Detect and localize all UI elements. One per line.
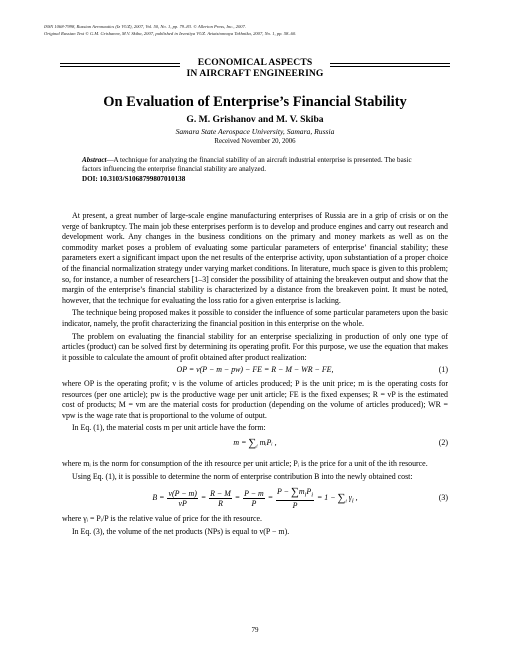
doi: DOI: 10.3103/S1068799807010138 (82, 174, 186, 183)
affiliation: Samara State Aerospace University, Samara, Russia (175, 127, 335, 136)
paragraph-norm: where mᵢ is the norm for consumption of the ith resource per unit article; Pᵢ is the price for a unit of the ith resource. (62, 459, 428, 469)
paragraph-contribution: Using Eq. (1), it is possible to determine the norm of enterprise contribution B into the newly obtained cost: (72, 471, 413, 481)
paragraph-material-costs: In Eq. (1), the material costs m per unit article have the form: (72, 423, 266, 433)
received-date: Received November 20, 2006 (214, 138, 296, 145)
equation-3-body: B = $\frac{v(P - m)}{vP}$ = $\frac{R - M}{R}$ = $\frac{P - m}{P}$ = $\frac{P - \sum m_iP_i}{P}$ = $1 - \sum_i$ $\gamma_i$ , (152, 486, 358, 510)
equation-1-number: (1) (438, 365, 448, 375)
paragraph-gamma: where γᵢ = Pᵢ/P is the relative value of price for the ith resource. (62, 514, 262, 524)
equation-1 (62, 365, 448, 376)
paragraph-intro: At present, a great number of large-scale engine manufacturing enterprises of Russia are in a grip of crisis or on the verge of bankruptcy. The main job these enterprises perform is to develop and produce engines and carry out research and development work. Any changes in the business conditions on the primary and money markets as well as on the commodity market poses a problem of evaluating some particular parameters of enterprise’ financial stability; these parameters exert a significant impact upon the net results of the enterprise activity, upon substantiation of a proper choice of the financial normalization strategy under varying market conditions. In literature, much space is given to this problem; so, for instance, a number of researchers [1–3] consider the possibility of attaining the breakeven output and show that the margin of the enterprise’s financial stability is characterized by a distance from the breakeven point. It must be noted, however, that the technique for evaluating the loss ratio for a given enterprise is lacking. (62, 211, 448, 305)
article-title: On Evaluation of Enterprise’s Financial Stability (103, 94, 407, 110)
journal-header (44, 24, 296, 37)
authors: G. M. Grishanov and M. V. Skiba (186, 114, 324, 125)
equation-2-rhs: mᵢPᵢ , (259, 437, 277, 447)
section-heading (0, 57, 510, 79)
journal-header-line1: ISSN 1068-7998, Russian Aeronautics (Iz VUZ), 2007, Vol. 50, No. 1, pp. 79–83. © Allerton Press, Inc., 2007. (44, 24, 247, 29)
article-body (62, 211, 448, 539)
paragraph-problem: The problem on evaluating the financial stability for an enterprise specializing in production of only one type of articles (product) can be solved first by determining its operating profit. For this purpose, we use the equation that makes it possible to calculate the amount of profit obtained after product realization: (62, 331, 448, 362)
abstract-text: —A technique for analyzing the financial stability of an aircraft industrial enterprise is presented. The basic factors influencing the enterprise financial stability are analyzed. (82, 156, 412, 174)
abstract (82, 156, 428, 184)
section-heading-line2: IN AIRCRAFT ENGINEERING (186, 68, 324, 79)
equation-3 (62, 485, 448, 511)
page-number: 79 (251, 626, 259, 634)
paragraph-technique: The technique being proposed makes it possible to consider the influence of some particular parameters upon the basic indicator, namely, the profit characterizing the financial position in this enterprise on the whole. (62, 308, 448, 328)
paragraph-net-products: In Eq. (3), the volume of the net products (NPs) is equal to v(P − m). (72, 526, 290, 536)
equation-2-lhs: m = (233, 437, 249, 447)
paragraph-definitions: where OP is the operating profit; v is the volume of articles produced; P is the unit price; m is the operating costs for resources (per one article); pw is the productive wage per unit article; FE is the fixed expenses; R = vP is the estimated cost of products; M = vm are the material costs for production (depending on the volume of articles produced); WR = vpw is the wage rate that is proportional to the volume of output. (62, 378, 448, 420)
equation-3-number: (3) (438, 493, 448, 503)
equation-2-number: (2) (438, 437, 448, 447)
equation-2: $m = \sum_i$ mᵢPᵢ , (2) (233, 436, 448, 450)
equation-1-body: OP = v(P − m − pw) − FE = R − M − WR − FE, (176, 365, 334, 375)
section-heading-line1: ECONOMICAL ASPECTS (197, 57, 313, 68)
abstract-label: Abstract (82, 156, 107, 164)
sum-symbol: ∑ (248, 436, 257, 449)
journal-header-line2: Original Russian Text © G.M. Grishanov, M.V. Skiba, 2007, published in Izvestiya VUZ. Aviatsionnaya Tekhnika, 2007, No. 1, pp. 58–60. (44, 30, 297, 36)
